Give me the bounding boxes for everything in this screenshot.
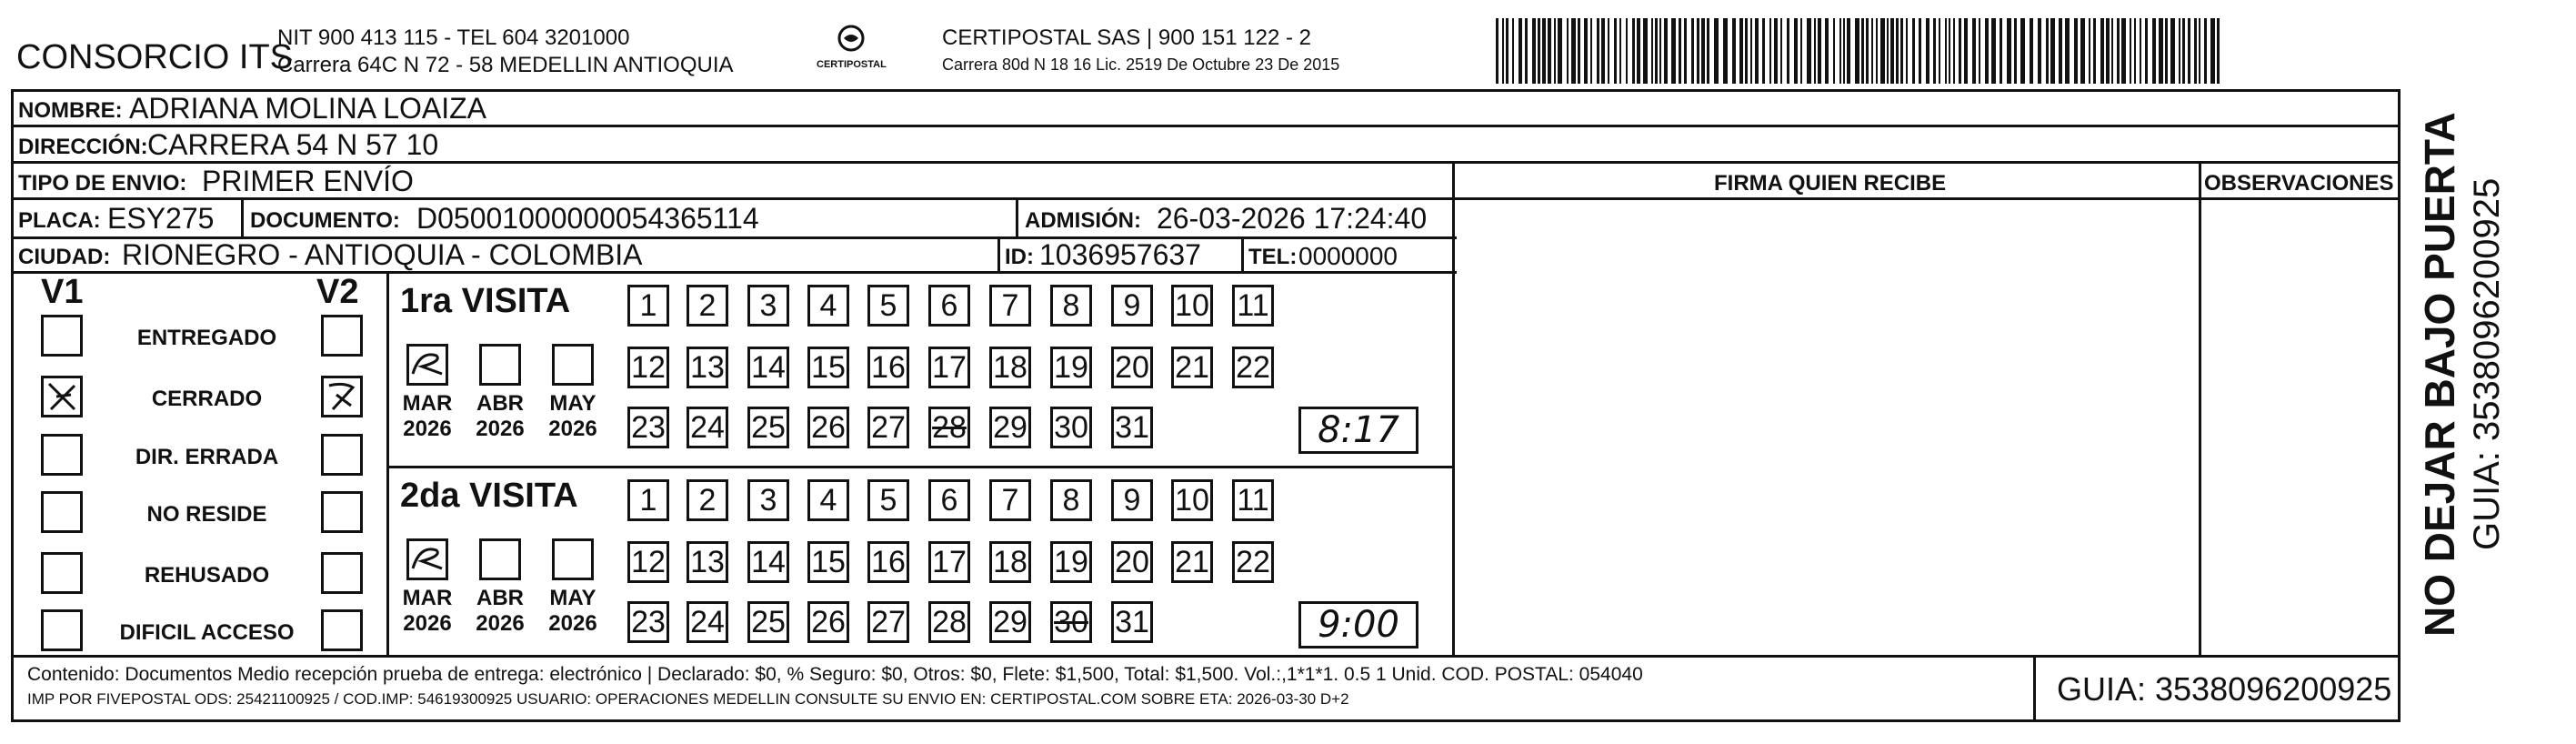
barcode-bar <box>1502 18 1504 84</box>
barcode-bar <box>2170 18 2175 84</box>
barcode-bar <box>1614 18 1617 84</box>
logo-text: CERTIPOSTAL <box>817 59 887 70</box>
time-value: 8:17 <box>1318 409 1399 451</box>
barcode-bar <box>1769 18 1771 84</box>
tel-label: TEL: <box>1248 245 1298 269</box>
status-label: NO RESIDE <box>146 502 267 527</box>
barcode-bar <box>1525 18 1528 84</box>
certipostal-logo <box>807 24 895 75</box>
barcode-bar <box>1814 18 1816 84</box>
day-box[interactable]: 11 <box>1232 285 1274 327</box>
barcode-bar <box>1787 18 1789 84</box>
documento-label: DOCUMENTO: <box>250 208 400 233</box>
month-name: ABR <box>476 391 524 416</box>
barcode-bar <box>1991 18 1996 84</box>
barcode-bar <box>1723 18 1728 84</box>
barcode-bar <box>2117 18 2120 84</box>
barcode-bar <box>2007 18 2011 84</box>
barcode-bar <box>1876 18 1878 84</box>
barcode-bar <box>1847 18 1850 84</box>
barcode-bar <box>2111 18 2113 84</box>
tel-value: 0000000 <box>1298 242 1398 270</box>
barcode-bar <box>1750 18 1752 84</box>
barcode-bar <box>1890 18 1894 84</box>
barcode-bar <box>1953 18 1955 84</box>
barcode-bar <box>1818 18 1821 84</box>
month-year: 2026 <box>476 610 525 636</box>
day-box[interactable]: 12 <box>627 541 669 583</box>
barcode-bar <box>1926 18 1929 84</box>
day-box[interactable]: 12 <box>627 347 669 388</box>
barcode-bar <box>1558 18 1562 84</box>
barcode-bar <box>1679 18 1681 84</box>
day-box[interactable]: 29 <box>989 601 1031 643</box>
day-box[interactable]: 3 <box>747 479 789 521</box>
company-name: CONSORCIO ITS <box>16 38 294 76</box>
barcode-bar <box>1578 18 1580 84</box>
barcode-bar <box>1979 18 1980 84</box>
day-box[interactable]: 13 <box>687 541 728 583</box>
barcode-bar <box>1880 18 1885 84</box>
v1-label: V1 <box>41 273 84 311</box>
barcode-icon <box>1496 18 2223 84</box>
day-box[interactable]: 31 <box>1111 407 1153 448</box>
certipostal-line: CERTIPOSTAL SAS | 900 151 122 - 2 <box>942 25 1311 50</box>
barcode-bar <box>2210 18 2215 84</box>
barcode-bar <box>1512 18 1514 84</box>
day-box[interactable]: 26 <box>807 407 849 448</box>
barcode-bar <box>2194 18 2197 84</box>
day-box[interactable]: 23 <box>627 407 669 448</box>
no-dejar-bajo-puerta: NO DEJAR BAJO PUERTA <box>2416 112 2463 637</box>
barcode-bar <box>2182 18 2185 84</box>
day-box[interactable]: 15 <box>807 347 849 388</box>
day-box[interactable]: 24 <box>687 407 728 448</box>
company-address: Carrera 64C N 72 - 58 MEDELLIN ANTIOQUIA <box>277 53 734 77</box>
barcode-bar <box>2059 18 2062 84</box>
barcode-bar <box>1519 18 1522 84</box>
v2-label: V2 <box>316 273 359 311</box>
barcode-bar <box>1900 18 1903 84</box>
day-box[interactable]: 30 <box>1050 407 1092 448</box>
barcode-bar <box>1762 18 1765 84</box>
barcode-bar <box>2020 18 2025 84</box>
barcode-bar <box>2080 18 2085 84</box>
day-box[interactable]: 2 <box>687 285 728 327</box>
barcode-bar <box>1548 18 1551 84</box>
month-label <box>464 586 536 636</box>
day-box[interactable]: 1 <box>627 479 669 521</box>
barcode-bar <box>1632 18 1635 84</box>
placa-value: ESY275 <box>107 202 215 235</box>
day-box[interactable]: 27 <box>867 601 909 643</box>
month-year: 2026 <box>548 610 597 636</box>
day-box[interactable]: 18 <box>989 347 1031 388</box>
barcode-bar <box>1664 18 1668 84</box>
barcode-bar <box>1871 18 1873 84</box>
day-box[interactable]: 21 <box>1171 541 1213 583</box>
barcode-bar <box>2130 18 2131 84</box>
barcode-bar <box>1651 18 1653 84</box>
month-label <box>536 586 609 636</box>
barcode-bar <box>1739 18 1743 84</box>
month-checkbox-may[interactable] <box>552 538 594 580</box>
barcode-bar <box>2204 18 2207 84</box>
status-label: DIFICIL ACCESO <box>119 620 295 645</box>
barcode-bar <box>1843 18 1845 84</box>
month-checkbox-mar[interactable] <box>406 538 448 580</box>
barcode-bar <box>1939 18 1940 84</box>
documento-value: D05001000000054365114 <box>416 202 759 235</box>
month-name: MAR <box>402 586 453 610</box>
barcode-bar <box>2152 18 2156 84</box>
nombre-label-text: NOMBRE: <box>18 98 123 123</box>
day-box[interactable]: 15 <box>807 541 849 583</box>
barcode-bar <box>1643 18 1648 84</box>
day-box[interactable]: 25 <box>747 407 789 448</box>
tipo-envio-label: TIPO DE ENVIO: <box>18 171 187 196</box>
barcode-bar <box>2030 18 2033 84</box>
barcode-bar <box>1684 18 1687 84</box>
admision-label: ADMISIÓN: <box>1025 208 1141 233</box>
barcode-bar <box>1959 18 1961 84</box>
day-box[interactable]: 14 <box>747 347 789 388</box>
id-label: ID: <box>1005 245 1034 269</box>
barcode-bar <box>1800 18 1802 84</box>
day-box[interactable]: 25 <box>747 601 789 643</box>
barcode-bar <box>1919 18 1921 84</box>
month-label <box>536 391 609 441</box>
barcode-bar <box>1861 18 1864 84</box>
barcode-bar <box>1637 18 1640 84</box>
barcode-bar <box>2046 18 2049 84</box>
day-box[interactable]: 29 <box>989 407 1031 448</box>
visit-title: 1ra VISITA <box>400 282 571 320</box>
day-box[interactable]: 3 <box>747 285 789 327</box>
day-box[interactable]: 19 <box>1050 541 1092 583</box>
barcode-bar <box>1906 18 1908 84</box>
barcode-bar <box>1780 18 1782 84</box>
barcode-bar <box>1933 18 1936 84</box>
barcode-bar <box>1794 18 1798 84</box>
day-box[interactable]: 4 <box>807 479 849 521</box>
barcode-bar <box>1554 18 1556 84</box>
barcode-bar <box>2199 18 2200 84</box>
barcode-bar <box>1655 18 1658 84</box>
barcode-bar <box>1985 18 1989 84</box>
admision-value: 26-03-2026 17:24:40 <box>1157 202 1428 235</box>
direccion-label: DIRECCIÓN: <box>18 135 148 159</box>
barcode-bar <box>1774 18 1778 84</box>
barcode-bar <box>1659 18 1661 84</box>
observaciones-area[interactable] <box>2201 200 2395 653</box>
time-value: 9:00 <box>1318 604 1399 646</box>
barcode-bar <box>1691 18 1694 84</box>
barcode-bar <box>1732 18 1736 84</box>
barcode-bar <box>1532 18 1536 84</box>
day-box[interactable]: 24 <box>687 601 728 643</box>
day-box[interactable]: 5 <box>867 479 909 521</box>
day-box[interactable]: 20 <box>1111 347 1153 388</box>
barcode-bar <box>1701 18 1705 84</box>
day-box-marked[interactable]: 28 <box>928 407 970 448</box>
day-box[interactable]: 16 <box>867 347 909 388</box>
check-mark-icon <box>409 541 446 578</box>
placa-label: PLACA: <box>18 208 101 233</box>
day-box[interactable]: 14 <box>747 541 789 583</box>
barcode-bar <box>2038 18 2041 84</box>
firma-area[interactable] <box>1455 200 2196 653</box>
time-box[interactable] <box>1298 407 1418 454</box>
month-name: MAY <box>549 586 596 610</box>
day-box[interactable]: 8 <box>1050 285 1092 327</box>
tipo-envio-value: PRIMER ENVÍO <box>202 165 414 197</box>
barcode-bar <box>1597 18 1599 84</box>
day-box[interactable]: 10 <box>1171 285 1213 327</box>
barcode-bar <box>1496 18 1498 84</box>
visit-title: 2da VISITA <box>400 477 578 515</box>
check-mark-icon <box>409 347 446 383</box>
day-box[interactable]: 9 <box>1111 479 1153 521</box>
day-box[interactable]: 26 <box>807 601 849 643</box>
barcode-bar <box>2074 18 2078 84</box>
time-box[interactable] <box>1298 601 1418 648</box>
day-box[interactable]: 13 <box>687 347 728 388</box>
barcode-bar <box>1866 18 1869 84</box>
barcode-bar <box>1855 18 1859 84</box>
barcode-bar <box>1626 18 1628 84</box>
barcode-bar <box>1912 18 1915 84</box>
day-box[interactable]: 31 <box>1111 601 1153 643</box>
footer-guia: GUIA: 3538096200925 <box>2057 670 2392 708</box>
day-box[interactable]: 6 <box>928 285 970 327</box>
day-box[interactable]: 8 <box>1050 479 1092 521</box>
month-label <box>391 391 464 441</box>
barcode-bar <box>2188 18 2190 84</box>
barcode-bar <box>1567 18 1569 84</box>
day-box[interactable]: 22 <box>1232 347 1274 388</box>
month-checkbox-abr[interactable] <box>479 538 521 580</box>
barcode-bar <box>2100 18 2104 84</box>
month-name: ABR <box>476 586 524 610</box>
day-box[interactable]: 27 <box>867 407 909 448</box>
status-label: REHUSADO <box>144 563 270 588</box>
barcode-bar <box>1807 18 1811 84</box>
barcode-bar <box>1972 18 1976 84</box>
day-box[interactable]: 2 <box>687 479 728 521</box>
certipostal-address: Carrera 80d N 18 16 Lic. 2519 De Octubre 23 De 2015 <box>942 55 1340 74</box>
barcode-bar <box>1506 18 1509 84</box>
barcode-bar <box>2217 18 2220 84</box>
day-box[interactable]: 10 <box>1171 479 1213 521</box>
barcode-bar <box>1584 18 1588 84</box>
barcode-bar <box>2089 18 2090 84</box>
month-name: MAR <box>402 391 453 416</box>
day-box[interactable]: 23 <box>627 601 669 643</box>
month-year: 2026 <box>403 610 452 636</box>
day-box[interactable]: 28 <box>928 601 970 643</box>
day-box[interactable]: 1 <box>627 285 669 327</box>
barcode-bar <box>2014 18 2017 84</box>
barcode-bar <box>1542 18 1546 84</box>
barcode-bar <box>1964 18 1968 84</box>
barcode-bar <box>2106 18 2110 84</box>
barcode-bar <box>2179 18 2180 84</box>
barcode-bar <box>2050 18 2055 84</box>
day-box[interactable]: 11 <box>1232 479 1274 521</box>
company-nit: NIT 900 413 115 - TEL 604 3201000 <box>277 25 630 50</box>
barcode-bar <box>2134 18 2136 84</box>
barcode-bar <box>1697 18 1699 84</box>
month-year: 2026 <box>476 416 525 441</box>
barcode-bar <box>2000 18 2002 84</box>
day-box[interactable]: 20 <box>1111 541 1153 583</box>
barcode-bar <box>1896 18 1899 84</box>
barcode-bar <box>2121 18 2126 84</box>
observaciones-label: OBSERVACIONES <box>2204 171 2394 196</box>
day-box[interactable]: 17 <box>928 541 970 583</box>
day-box[interactable]: 22 <box>1232 541 1274 583</box>
day-box[interactable]: 19 <box>1050 347 1092 388</box>
barcode-bar <box>1601 18 1605 84</box>
barcode-bar <box>1538 18 1540 84</box>
month-year: 2026 <box>548 416 597 441</box>
month-checkbox-mar[interactable] <box>406 344 448 386</box>
day-box[interactable]: 4 <box>807 285 849 327</box>
ciudad-label: CIUDAD: <box>18 245 111 269</box>
side-guia: GUIA: 3538096200925 <box>2467 177 2507 550</box>
nombre-value: ADRIANA MOLINA LOAIZA <box>129 92 486 125</box>
footer-contenido: Contenido: Documentos Medio recepción prueba de entrega: electrónico | Declarado: $0, % Seguro: $0, Otros: $0, Flete: $1,500, Total: $1,500. Vol.:,1*1*1. 0.5 1 Unid. COD. POSTAL: 054040 <box>27 664 1643 685</box>
day-box-marked[interactable]: 30 <box>1050 601 1092 643</box>
day-box[interactable]: 7 <box>989 479 1031 521</box>
barcode-bar <box>1839 18 1841 84</box>
status-label: ENTREGADO <box>136 326 277 350</box>
month-label <box>464 391 536 441</box>
day-box[interactable]: 16 <box>867 541 909 583</box>
id-value: 1036957637 <box>1039 238 1201 271</box>
barcode-bar <box>1745 18 1748 84</box>
barcode-bar <box>1833 18 1835 84</box>
month-label <box>391 586 464 636</box>
day-box[interactable]: 5 <box>867 285 909 327</box>
barcode-bar <box>1571 18 1576 84</box>
day-box[interactable]: 17 <box>928 347 970 388</box>
barcode-bar <box>2159 18 2163 84</box>
barcode-bar <box>2145 18 2148 84</box>
barcode-bar <box>1671 18 1676 84</box>
footer-imp: IMP POR FIVEPOSTAL ODS: 25421100925 / COD.IMP: 54619300925 USUARIO: OPERACIONES MEDELLIN CONSULTE SU ENVIO EN: CERTIPOSTAL.COM SOBRE ETA: 2026-03-30 D+2 <box>27 690 1349 708</box>
month-checkbox-may[interactable] <box>552 344 594 386</box>
barcode-bar <box>1755 18 1759 84</box>
barcode-bar <box>1945 18 1947 84</box>
barcode-bar <box>1590 18 1592 84</box>
barcode-bar <box>1825 18 1829 84</box>
barcode-bar <box>2093 18 2096 84</box>
ciudad-value: RIONEGRO - ANTIOQUIA - COLOMBIA <box>122 238 643 271</box>
day-box[interactable]: 9 <box>1111 285 1153 327</box>
barcode-bar <box>1714 18 1719 84</box>
month-name: MAY <box>549 391 596 416</box>
barcode-bar <box>1887 18 1889 84</box>
month-year: 2026 <box>403 416 452 441</box>
day-box[interactable]: 21 <box>1171 347 1213 388</box>
day-box[interactable]: 7 <box>989 285 1031 327</box>
status-label: DIR. ERRADA <box>135 445 279 469</box>
month-checkbox-abr[interactable] <box>479 344 521 386</box>
status-label: CERRADO <box>151 387 263 411</box>
barcode-bar <box>1619 18 1621 84</box>
direccion-value: CARRERA 54 N 57 10 <box>147 128 439 161</box>
barcode-bar <box>1608 18 1609 84</box>
barcode-bar <box>1949 18 1950 84</box>
barcode-bar <box>2165 18 2168 84</box>
barcode-bar <box>2140 18 2141 84</box>
firma-label: FIRMA QUIEN RECIBE <box>1714 171 1947 196</box>
day-box[interactable]: 18 <box>989 541 1031 583</box>
barcode-bar <box>1707 18 1709 84</box>
barcode-bar <box>2065 18 2070 84</box>
day-box[interactable]: 6 <box>928 479 970 521</box>
